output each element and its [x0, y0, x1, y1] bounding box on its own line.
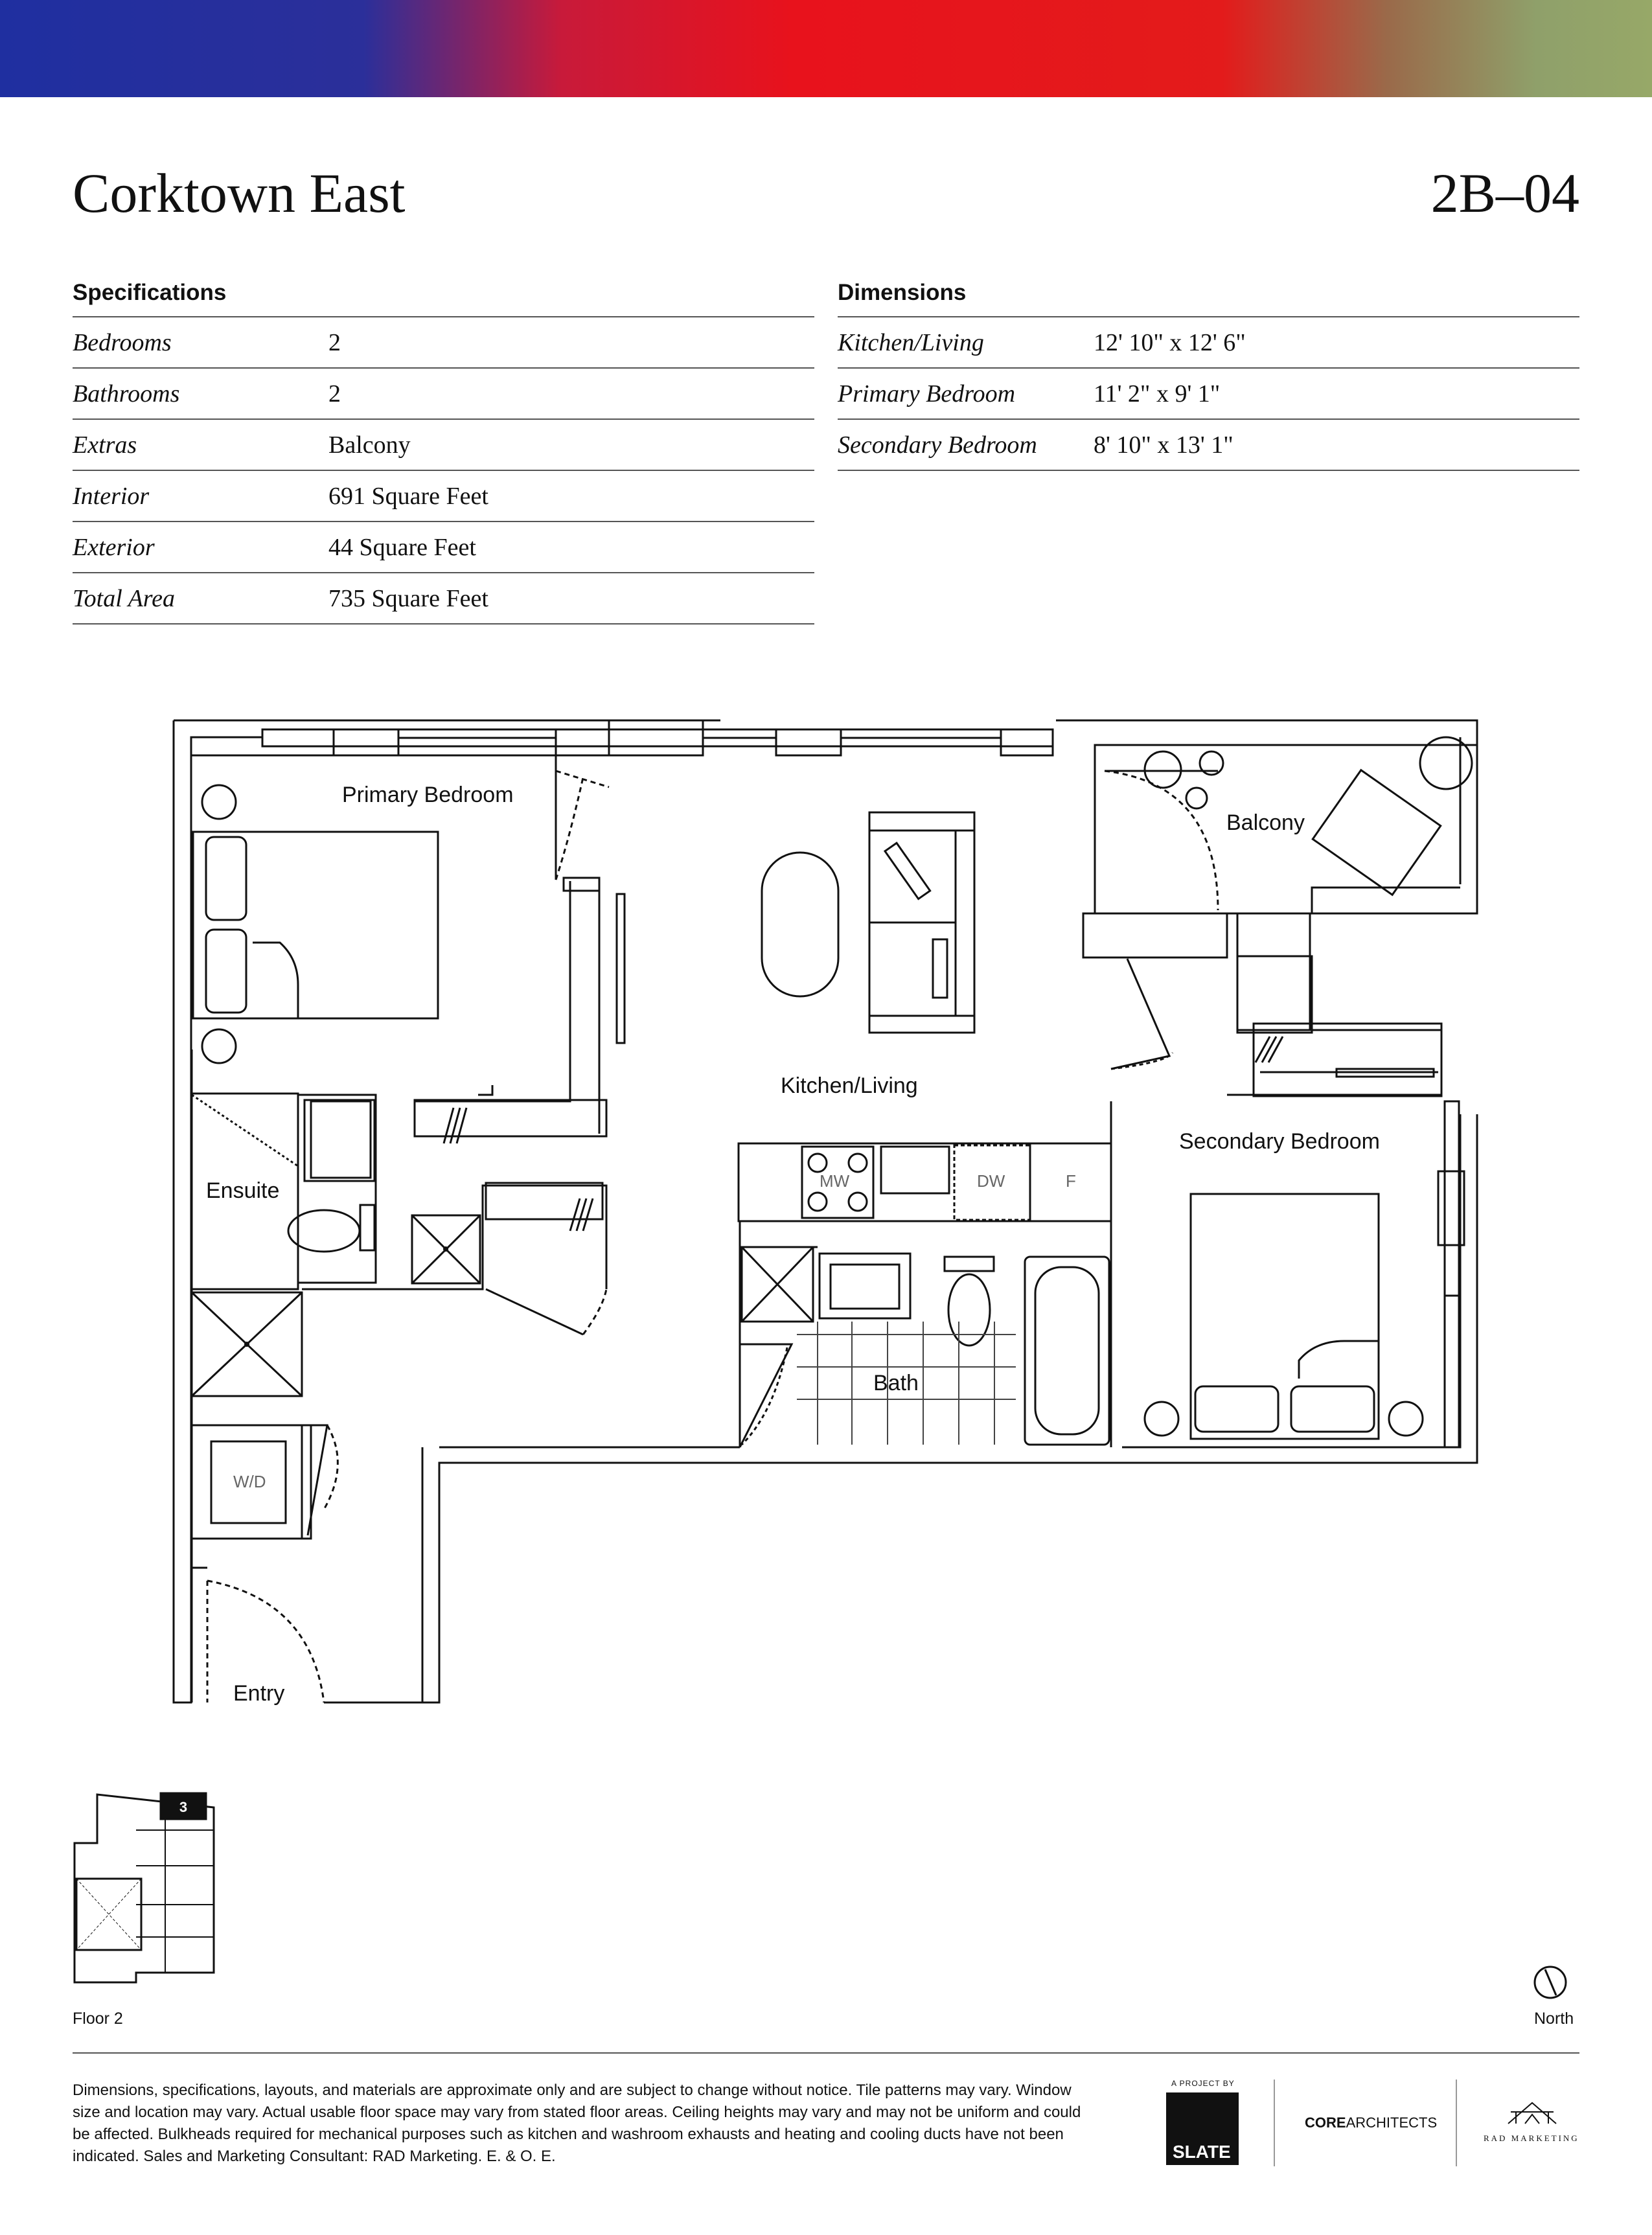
- appliance-label-fridge: F: [1066, 1171, 1076, 1191]
- spec-value: 735 Square Feet: [328, 584, 488, 612]
- window: [1445, 1101, 1459, 1296]
- exterior-wall: [422, 1447, 740, 1702]
- appliance-label-dishwasher: DW: [977, 1171, 1005, 1191]
- key-plan-unit-marker: 3: [179, 1799, 188, 1815]
- appliance-label-microwave: MW: [820, 1171, 850, 1191]
- kitchen-counter: [739, 1143, 1111, 1221]
- dining-table: [762, 853, 838, 996]
- dimensions-heading: Dimensions: [838, 272, 1579, 317]
- spec-label: Total Area: [73, 584, 176, 612]
- unit-number: 2B–04: [1430, 162, 1579, 224]
- dimension-label: Kitchen/Living: [838, 328, 984, 356]
- specifications-heading: Specifications: [73, 272, 814, 317]
- spec-value: 691 Square Feet: [328, 482, 488, 510]
- spec-label: Bedrooms: [73, 328, 172, 356]
- dimension-label: Primary Bedroom: [838, 380, 1016, 407]
- north-label: North: [1534, 2010, 1574, 2028]
- key-plan: [75, 1793, 1566, 1998]
- disclaimer-text: Dimensions, specifications, layouts, and materials are approximate only and are subject to change without notice. Tile patterns may vary. Window size and location may vary. Actual usable floor space may vary from stated floor areas. Ceiling heights may vary and may not be uniform and could be affected. Bulkheads required for mechanical purposes such as kitchen and washroom exhausts and heating and cooling ducts have not been indicated. Sales and Marketing Consultant: RAD Marketing. E. & O. E.: [73, 2081, 1081, 2165]
- spec-label: Exterior: [73, 533, 155, 561]
- spec-value: 44 Square Feet: [328, 533, 476, 561]
- core-architects-logo: [1305, 2115, 1437, 2131]
- spec-label: Extras: [73, 431, 137, 459]
- bed: [193, 832, 438, 1018]
- key-plan-floor-label: Floor 2: [73, 2010, 123, 2028]
- spec-value: 2: [328, 380, 341, 407]
- dimension-value: 12' 10" x 12' 6": [1094, 328, 1246, 356]
- core-logo-bold: CORE: [1305, 2115, 1346, 2131]
- footer-divider: [73, 2052, 1579, 2054]
- room-label-balcony: Balcony: [1226, 810, 1305, 835]
- spec-label: Interior: [73, 482, 150, 510]
- dimension-value: 11' 2" x 9' 1": [1094, 380, 1221, 407]
- spec-value: Balcony: [328, 431, 411, 459]
- logo-divider: [1274, 2080, 1275, 2166]
- spec-value: 2: [328, 328, 341, 356]
- room-label-kitchen-living: Kitchen/Living: [781, 1073, 918, 1098]
- project-by-label: A PROJECT BY: [1171, 2079, 1235, 2088]
- building-title: Corktown East: [73, 162, 406, 224]
- room-label-bath: Bath: [873, 1371, 919, 1395]
- dimension-label: Secondary Bedroom: [838, 431, 1037, 459]
- spec-label: Bathrooms: [73, 380, 180, 407]
- core-logo-rest: ARCHITECTS: [1346, 2115, 1438, 2131]
- room-label-ensuite: Ensuite: [206, 1178, 280, 1203]
- exterior-wall: [174, 720, 1477, 1702]
- rad-marketing-emblem-icon: [1503, 2098, 1561, 2130]
- interior-wall: [192, 755, 599, 1134]
- room-label-entry: Entry: [233, 1681, 285, 1706]
- appliance-label-washer-dryer: W/D: [233, 1472, 266, 1491]
- logo-divider: [1456, 2080, 1457, 2166]
- room-label-secondary-bedroom: Secondary Bedroom: [1179, 1129, 1380, 1154]
- door-swing: [556, 771, 609, 880]
- rad-marketing-logo: RAD MARKETING: [1484, 2133, 1579, 2143]
- slate-logo-text: SLATE: [1173, 2142, 1231, 2162]
- bed: [1191, 1194, 1379, 1439]
- bathtub: [1025, 1257, 1109, 1445]
- room-label-primary-bedroom: Primary Bedroom: [342, 783, 514, 807]
- dimension-value: 8' 10" x 13' 1": [1094, 431, 1233, 459]
